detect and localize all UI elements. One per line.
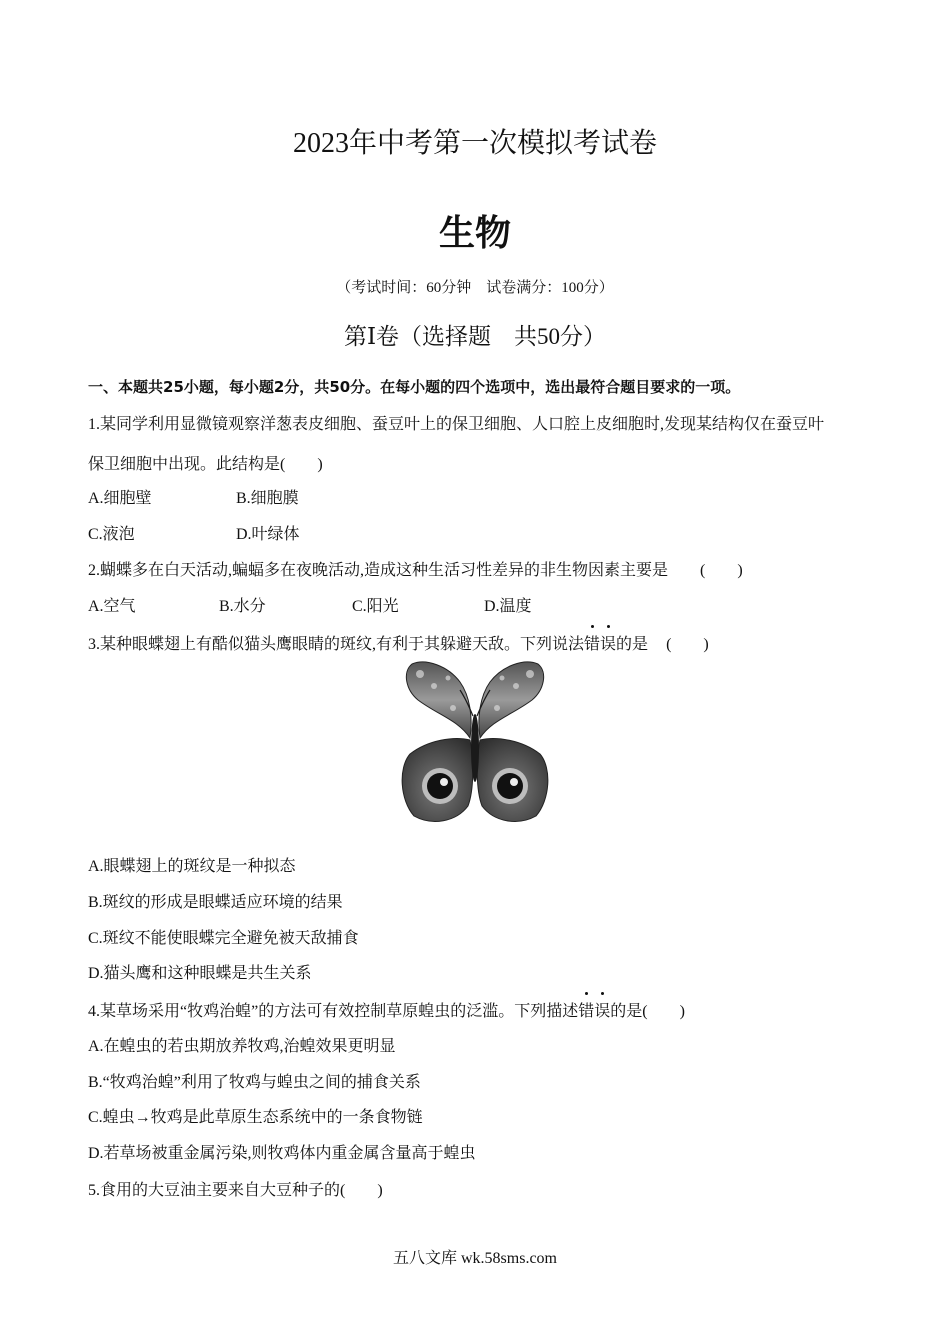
question-4-option-a: A.在蝗虫的若虫期放养牧鸡,治蝗效果更明显 bbox=[88, 1038, 396, 1055]
question-3-option-c: C.斑纹不能使眼蝶完全避免被天敌捕食 bbox=[88, 930, 359, 947]
emphasis-char: 错 bbox=[578, 998, 594, 1021]
question-3-option-a: A.眼蝶翅上的斑纹是一种拟态 bbox=[88, 858, 296, 875]
question-3-stem-tail: 的是 bbox=[616, 636, 649, 653]
question-2-stem bbox=[88, 557, 743, 580]
question-4-stem-text: 4.某草场采用“牧鸡治蝗”的方法可有效控制草原蝗虫的泛滥。下列描述 bbox=[88, 1003, 579, 1020]
emphasis-char: 错 bbox=[584, 631, 600, 654]
eyespot-right bbox=[492, 768, 528, 804]
question-3-option-b: B.斑纹的形成是眼蝶适应环境的结果 bbox=[88, 894, 343, 911]
question-2-option-d: D.温度 bbox=[484, 598, 532, 615]
question-1-option-c: C.液泡 bbox=[88, 526, 135, 543]
question-4-stem bbox=[88, 998, 685, 1021]
question-2-option-c: C.阳光 bbox=[352, 598, 399, 615]
question-3-stem bbox=[88, 631, 709, 654]
question-4-stem-tail: 的是( ) bbox=[610, 1003, 685, 1020]
question-3-answer-paren: ( ) bbox=[666, 636, 709, 653]
question-5-stem: 5.食用的大豆油主要来自大豆种子的( ) bbox=[88, 1182, 383, 1199]
section-title: 第Ⅰ卷（选择题 共50分） bbox=[343, 324, 607, 349]
exam-title: 2023年中考第一次模拟考试卷 bbox=[292, 128, 657, 159]
question-1-option-a: A.细胞壁 bbox=[88, 490, 152, 507]
question-4-option-b: B.“牧鸡治蝗”利用了牧鸡与蝗虫之间的捕食关系 bbox=[88, 1074, 421, 1091]
question-1-option-b: B.细胞膜 bbox=[236, 490, 299, 507]
emphasis-char: 误 bbox=[594, 998, 610, 1021]
question-2-stem-text: 2.蝴蝶多在白天活动,蝙蝠多在夜晚活动,造成这种生活习性差异的非生物因素主要是 bbox=[88, 562, 669, 579]
section-instruction: 一、本题共25小题，每小题2分，共50分。在每小题的四个选项中，选出最符合题目要求的一项。 bbox=[88, 378, 741, 396]
subject-title: 生物 bbox=[438, 213, 511, 254]
emphasis-char: 误 bbox=[600, 631, 616, 654]
exam-info: （考试时间：60分钟 试卷满分：100分） bbox=[336, 280, 614, 296]
owl-butterfly-image bbox=[398, 660, 552, 824]
page-footer: 五八文库 wk.58sms.com bbox=[392, 1250, 557, 1267]
question-1-stem-line1: 1.某同学利用显微镜观察洋葱表皮细胞、蚕豆叶上的保卫细胞、人口腔上皮细胞时,发现某结构仅在蚕豆叶 bbox=[88, 416, 825, 433]
question-2-option-b: B.水分 bbox=[219, 598, 266, 615]
question-2-option-a: A.空气 bbox=[88, 598, 136, 615]
question-3-stem-text: 3.某种眼蝶翅上有酷似猫头鹰眼睛的斑纹,有利于其躲避天敌。下列说法 bbox=[88, 636, 585, 653]
question-4-option-d: D.若草场被重金属污染,则牧鸡体内重金属含量高于蝗虫 bbox=[88, 1145, 476, 1162]
question-3-option-d: D.猫头鹰和这种眼蝶是共生关系 bbox=[88, 965, 312, 982]
question-1-stem-line2: 保卫细胞中出现。此结构是( ) bbox=[88, 456, 323, 473]
question-2-answer-paren: ( ) bbox=[700, 562, 743, 579]
question-4-option-c: C.蝗虫→牧鸡是此草原生态系统中的一条食物链 bbox=[88, 1109, 423, 1126]
eyespot-left bbox=[422, 768, 458, 804]
question-1-option-d: D.叶绿体 bbox=[236, 526, 300, 543]
